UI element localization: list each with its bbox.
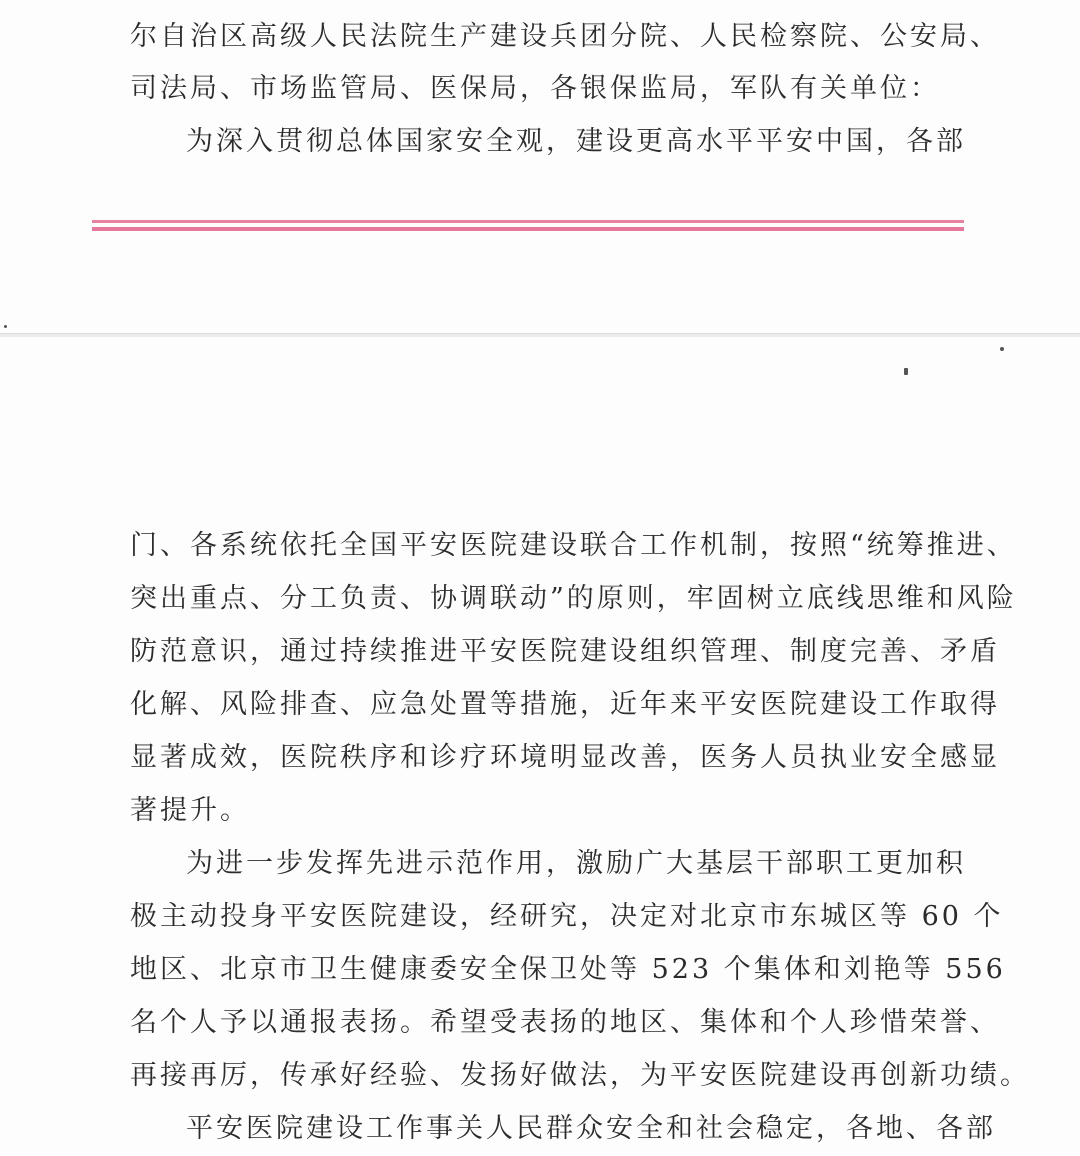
text-line: 尔自治区高级人民法院生产建设兵团分院、人民检察院、公安局、	[130, 21, 1000, 52]
red-rule-thin	[92, 220, 964, 223]
text-line: 地区、北京市卫生健康委安全保卫处等 523 个集体和刘艳等 556	[130, 954, 1006, 985]
text-line: 突出重点、分工负责、协调联动”的原则，牢固树立底线思维和风险	[130, 583, 1017, 614]
scan-speck	[904, 368, 908, 375]
text-line: 防范意识，通过持续推进平安医院建设组织管理、制度完善、矛盾	[130, 636, 1000, 667]
text-line: 显著成效，医院秩序和诊疗环境明显改善，医务人员执业安全感显	[130, 742, 1000, 773]
text-line: 化解、风险排查、应急处置等措施，近年来平安医院建设工作取得	[130, 689, 1000, 720]
text-line: 司法局、市场监管局、医保局，各银保监局，军队有关单位：	[130, 73, 940, 104]
text-line: 再接再厉，传承好经验、发扬好做法，为平安医院建设再创新功绩。	[130, 1060, 1030, 1091]
paragraph-first-line: 为进一步发挥先进示范作用，激励广大基层干部职工更加积	[186, 848, 966, 879]
red-header-rule	[92, 220, 964, 232]
text-line: 著提升。	[130, 795, 250, 826]
scan-speck	[4, 325, 7, 328]
text-line: 极主动投身平安医院建设，经研究，决定对北京市东城区等 60 个	[130, 901, 1004, 932]
document-page-bottom	[0, 337, 1080, 1151]
text-line: 名个人予以通报表扬。希望受表扬的地区、集体和个人珍惜荣誉、	[130, 1007, 1000, 1038]
paragraph-first-line: 平安医院建设工作事关人民群众安全和社会稳定，各地、各部	[186, 1113, 996, 1144]
document-page-top	[0, 0, 1080, 333]
scan-speck	[1000, 347, 1004, 351]
text-line: 门、各系统依托全国平安医院建设联合工作机制，按照“统筹推进、	[130, 530, 1017, 561]
paragraph-first-line: 为深入贯彻总体国家安全观，建设更高水平平安中国，各部	[186, 126, 966, 157]
red-rule-thick	[92, 227, 964, 231]
